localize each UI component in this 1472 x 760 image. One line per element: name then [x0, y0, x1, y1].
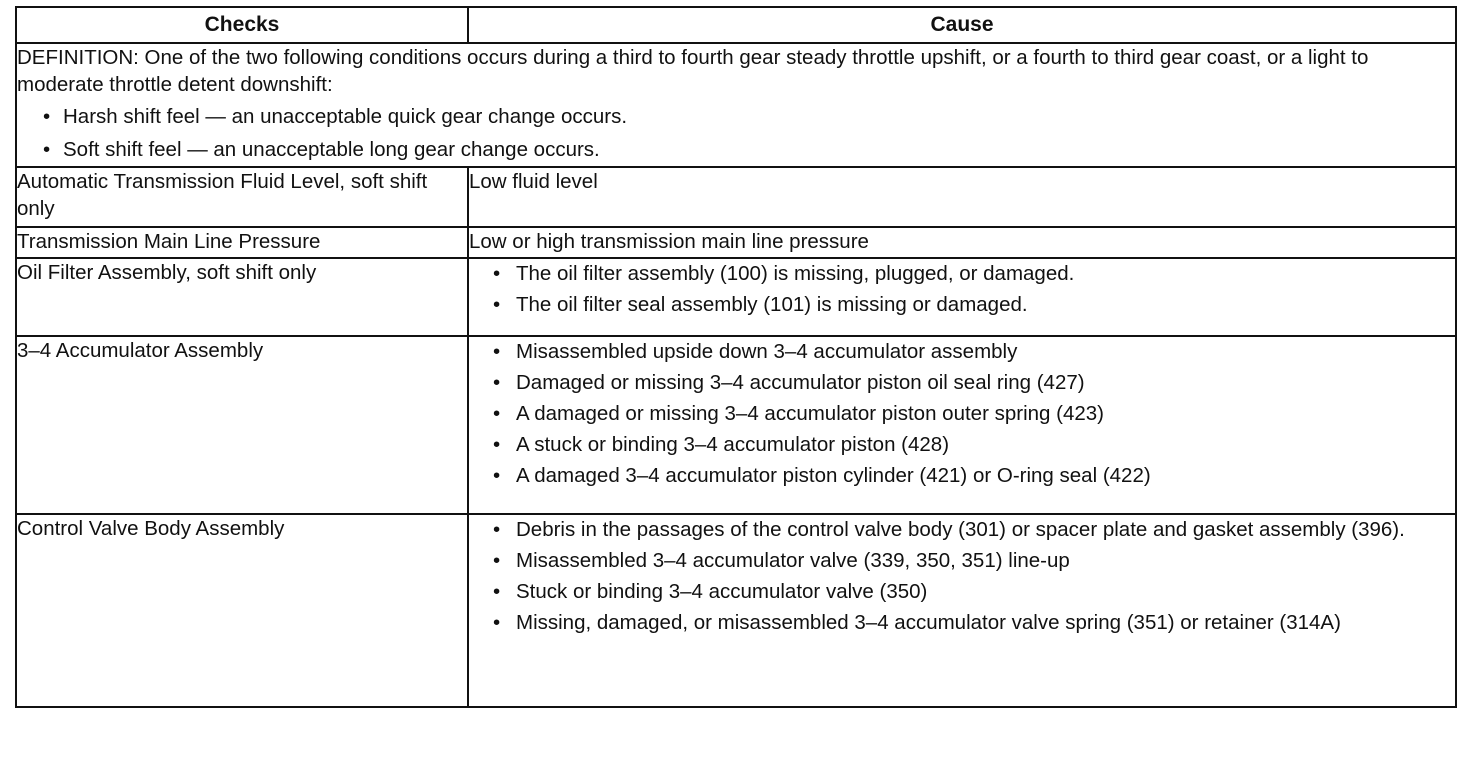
cause-item: • The oil filter seal assembly (101) is missing or damaged.: [469, 290, 1455, 321]
definition-cell: [16, 43, 1456, 167]
definition-text: DEFINITION: One of the two following conditions occurs during a third to fourth gear steady throttle upshift, or a fourth to third gear coast, or a light to moderate throttle detent downshift:: [17, 46, 1369, 96]
table-row: [16, 258, 1456, 336]
cause-item: • Stuck or binding 3–4 accumulator valve (350): [469, 577, 1455, 608]
cause-item: • A damaged or missing 3–4 accumulator piston outer spring (423): [469, 399, 1455, 430]
cause-item: • Missing, damaged, or misassembled 3–4 accumulator valve spring (351) or retainer (314A): [469, 608, 1455, 639]
cause-item: • A damaged 3–4 accumulator piston cylinder (421) or O-ring seal (422): [469, 461, 1455, 492]
definition-row: [16, 43, 1456, 167]
cause-line-pressure: Low or high transmission main line pressure: [468, 227, 1456, 258]
table-row: [16, 514, 1456, 707]
header-row: [16, 7, 1456, 43]
table-row: [16, 227, 1456, 258]
cause-fluid-level: Low fluid level: [468, 167, 1456, 227]
cause-item: • Debris in the passages of the control valve body (301) or spacer plate and gasket assembly (396).: [469, 515, 1455, 546]
cause-item: • Misassembled 3–4 accumulator valve (339, 350, 351) line-up: [469, 546, 1455, 577]
definition-bullet-soft: • Soft shift feel — an unacceptable long gear change occurs.: [17, 133, 1455, 166]
cause-item: • Misassembled upside down 3–4 accumulator assembly: [469, 337, 1455, 368]
cause-item: • A stuck or binding 3–4 accumulator piston (428): [469, 430, 1455, 461]
cause-item: • The oil filter assembly (100) is missing, plugged, or damaged.: [469, 259, 1455, 290]
table-row: [16, 336, 1456, 514]
cause-item: • Damaged or missing 3–4 accumulator piston oil seal ring (427): [469, 368, 1455, 399]
cause-header: Cause: [468, 7, 1456, 43]
check-valve-body: Control Valve Body Assembly: [16, 514, 468, 707]
check-fluid-level: Automatic Transmission Fluid Level, soft shift only: [16, 167, 468, 227]
cause-valve-body: [468, 514, 1456, 707]
cause-accumulator: [468, 336, 1456, 514]
diagnosis-table: [15, 6, 1457, 708]
table-row: [16, 167, 1456, 227]
checks-header: Checks: [16, 7, 468, 43]
cause-oil-filter: [468, 258, 1456, 336]
definition-bullet-harsh: • Harsh shift feel — an unacceptable quick gear change occurs.: [17, 100, 1455, 133]
check-oil-filter: Oil Filter Assembly, soft shift only: [16, 258, 468, 336]
definition-bullets: [17, 100, 1455, 166]
check-accumulator: 3–4 Accumulator Assembly: [16, 336, 468, 514]
check-line-pressure: Transmission Main Line Pressure: [16, 227, 468, 258]
